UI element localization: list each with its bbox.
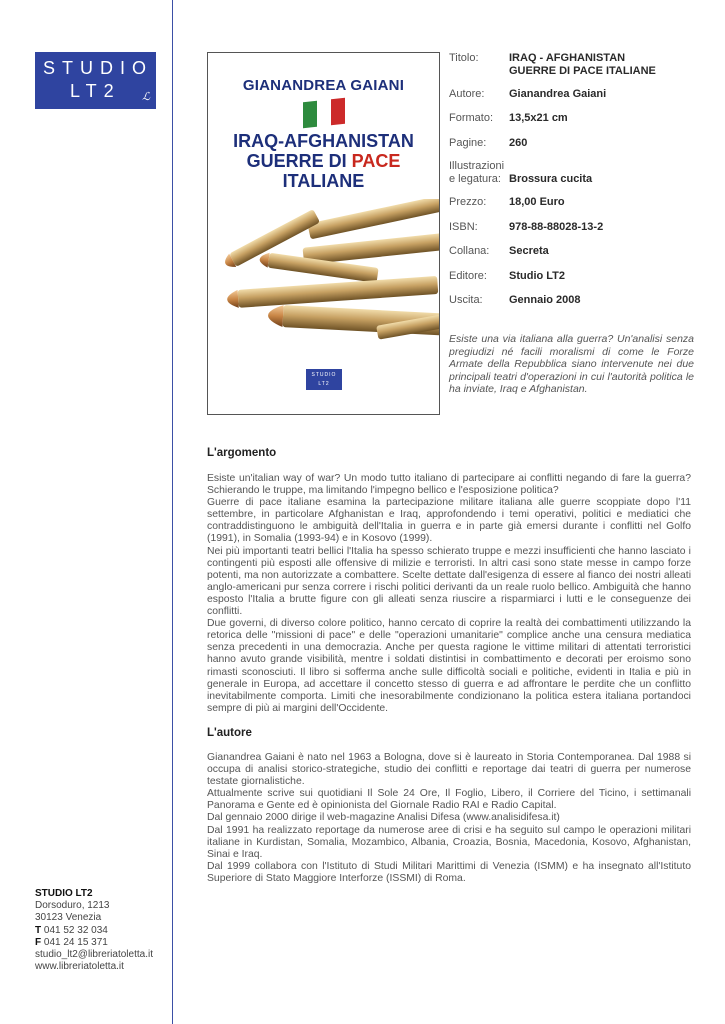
autore-heading: L'autore	[207, 727, 252, 739]
publisher-contact	[35, 888, 153, 973]
info-value: Brossura cucita	[509, 173, 593, 185]
info-value: Gennaio 2008	[509, 294, 581, 306]
info-label: Autore:	[449, 88, 485, 100]
info-label: Collana:	[449, 245, 490, 257]
book-cover	[207, 52, 440, 415]
argomento-heading: L'argomento	[207, 447, 277, 459]
cover-publisher-line-2: LT2	[318, 381, 330, 387]
info-value: Studio LT2	[509, 270, 566, 282]
contact-fax-row	[35, 937, 153, 949]
info-value: IRAQ - AFGHANISTAN GUERRE DI PACE ITALIANE	[509, 52, 656, 77]
info-label: ISBN:	[449, 221, 478, 233]
argomento-paragraph: Guerre di pace italiane esamina la partecipazione militare italiana alle guerre scoppiate dopo l'11 settembre, in particolare Afghanistan e Iraq, approfondendo i temi operativi, politici e mediatici che contraddistinguono le ambiguità dell'Italia in guerra e in parte già emersi durante i conflitti nel Golfo (1991), in Somalia (1993-94) e in Kosovo (1999).	[207, 497, 691, 545]
cover-title-line-2	[208, 151, 439, 171]
contact-address-street: Dorsoduro, 1213	[35, 900, 110, 912]
info-label: Pagine:	[449, 137, 487, 149]
vertical-divider	[172, 0, 173, 1024]
autore-paragraph: Attualmente scrive sui quotidiani Il Sole 24 Ore, Il Foglio, Libero, il Corriere del Ticino, i settimanali Panorama e Gente ed è opinionista del Giornale Radio RAI e Radio Capital.	[207, 788, 691, 812]
autore-paragraph: Dal gennaio 2000 dirige il web-magazine Analisi Difesa (www.analisidifesa.it)	[207, 812, 560, 824]
flag-green-stripe	[303, 101, 317, 128]
info-value: Gianandrea Gaiani	[509, 88, 607, 100]
info-label: Editore:	[449, 270, 487, 282]
contact-address-city: 30123 Venezia	[35, 912, 102, 924]
cover-title-line-1: IRAQ-AFGHANISTAN	[233, 131, 414, 151]
studio-lt2-logo	[35, 52, 156, 109]
info-label: Uscita:	[449, 294, 483, 306]
contact-name: STUDIO LT2	[35, 888, 93, 899]
cover-publisher-line-1: STUDIO	[311, 372, 337, 378]
cover-title-word-guerre: GUERRE DI	[246, 151, 352, 171]
cover-title-word-pace: PACE	[351, 151, 401, 171]
info-label: Illustrazioni e legatura:	[449, 160, 505, 185]
argomento-body	[207, 473, 691, 715]
contact-phone-row	[35, 925, 153, 937]
logo-mark: ℒ	[142, 91, 150, 103]
contact-email[interactable]: studio_lt2@libreriatoletta.it	[35, 949, 153, 961]
contact-website[interactable]: www.libreriatoletta.it	[35, 961, 124, 973]
contact-phone: 041 52 32 034	[41, 924, 108, 936]
autore-paragraph: Dal 1991 ha realizzato reportage da numerose aree di crisi e ha seguito sul campo le operazioni militari italiane in Kurdistan, Somalia, Mozambico, Albania, Croazia, Bosnia, Macedonia, Kosovo, Afghanistan, Sinai e Iraq.	[207, 824, 691, 860]
argomento-paragraph: Esiste un'italian way of war? Un modo tutto italiano di partecipare ai conflitti negando di fare la guerra? Schierando le truppe, ma limitando l'impegno bellico e l'esposizione politica?	[207, 473, 691, 497]
logo-line-2: LT2	[70, 81, 121, 101]
argomento-paragraph: Due governi, di diverso colore politico, hanno cercato di coprire la realtà dei combattimenti utilizzando la retorica delle "missioni di pace" e delle "operazioni umanitarie" complice anche una censura mediatica senza precedenti in una democrazia. Anche per questa ragione le vittime militari di attentati terroristici hanno avuto grande visibilità, mentre i soldati distintisi in combattimento e decorati per eroismo sono rimasti sconosciuti. Il libro si sofferma anche sulle difficoltà sociali e politiche, evidenti in Italia e più in generale in Europa, ad accettare il concetto stesso di guerra e ad affrontare le perdite che un conflitto inevitabilmente comporta. Limiti che inesorabilmente condizionano la politica estera italiana portandoci sempre di più ai margini dell'Occidente.	[207, 618, 691, 714]
contact-fax: 041 24 15 371	[41, 936, 108, 948]
fax-label: F	[35, 936, 42, 948]
autore-paragraph: Gianandrea Gaiani è nato nel 1963 a Bologna, dove si è laureato in Storia Contemporanea. Dal 1988 si occupa di analisi storico-strategiche, studio dei conflitti e reportage dai teatri di guerra per numerose testate giornalistiche.	[207, 752, 691, 788]
argomento-paragraph: Nei più importanti teatri bellici l'Italia ha spesso schierato truppe e mezzi insufficienti che hanno lasciato i contingenti più esposti alle offensive di milizie e terroristi. In altri casi sono state messe in campo forze potenti, ma non autorizzate a combattere. Scelte dettate dall'esigenza di essere al fianco dei nostri alleati anglo-americani pur senza correre i rischi politici derivanti da un reale ruolo bellico. Ambiguità che hanno esposto l'Italia a brutte figure con gli alleati senza riuscire a risparmiarci i lutti e le conseguenze dei conflitti.	[207, 545, 691, 618]
logo-line-1: STUDIO	[43, 58, 154, 78]
autore-body	[207, 752, 691, 885]
info-value: 260	[509, 137, 528, 149]
info-value: Secreta	[509, 245, 549, 257]
info-label: Prezzo:	[449, 196, 487, 208]
cover-title-line-3: ITALIANE	[282, 171, 365, 191]
cover-author: GIANANDREA GAIANI	[242, 77, 405, 94]
info-label: Formato:	[449, 112, 494, 124]
flag-red-stripe	[331, 98, 345, 125]
phone-label: T	[35, 924, 42, 936]
flag-white-stripe	[317, 99, 331, 126]
info-value: 978-88-88028-13-2	[509, 221, 604, 233]
autore-paragraph: Dal 1999 collabora con l'Istituto di Studi Militari Marittimi di Venezia (ISMM) e ha insegnato all'Istituto Superiore di Stato Maggiore Interforze (ISSMI) di Roma.	[207, 860, 691, 884]
info-value: 18,00 Euro	[509, 196, 565, 208]
info-label: Titolo:	[449, 52, 479, 64]
info-value: 13,5x21 cm	[509, 112, 568, 124]
cover-publisher-logo	[306, 369, 342, 390]
bullets-illustration	[208, 199, 439, 359]
italian-flag-icon	[303, 98, 345, 128]
book-blurb: Esiste una via italiana alla guerra? Un'analisi senza pregiudizi né facili moralismi di come le Forze Armate della Repubblica siano intervenute nei due principali teatri d'operazioni in cui l'autorità politica le ha inviate, Iraq e Afghanistan.	[449, 333, 694, 395]
